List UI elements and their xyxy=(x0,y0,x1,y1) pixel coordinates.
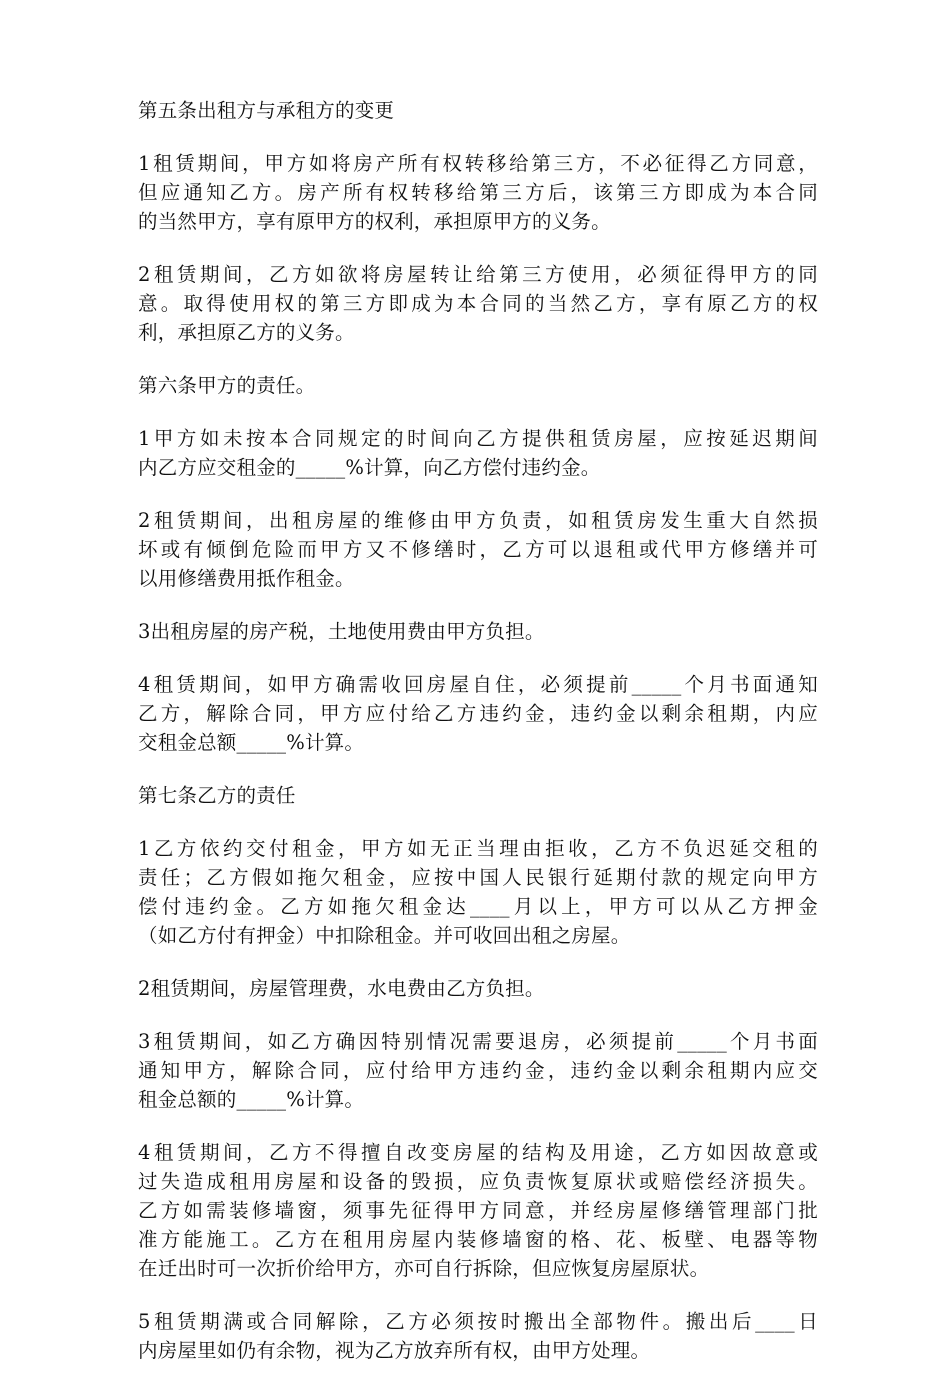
article-6-clause-3 xyxy=(138,617,818,646)
article-6-clause-1 xyxy=(138,424,818,482)
article-7-clause-2 xyxy=(138,974,818,1003)
text-line: 2租赁期间，房屋管理费，水电费由乙方负担。 xyxy=(138,977,545,1000)
text-line: 乙方，解除合同，甲方应付给乙方违约金，违约金以剩余租期，内应 xyxy=(138,702,818,725)
text-line: 责任；乙方假如拖欠租金，应按中国人民银行延期付款的规定向甲方 xyxy=(138,866,818,889)
text-line: 4租赁期间，乙方不得擅自改变房屋的结构及用途，乙方如因故意或 xyxy=(138,1141,818,1164)
text-line: 但应通知乙方。房产所有权转移给第三方后，该第三方即成为本合同 xyxy=(138,181,818,204)
text-line: 坏或有倾倒危险而甲方又不修缮时，乙方可以退租或代甲方修缮并可 xyxy=(138,538,818,561)
article-6-clause-2 xyxy=(138,506,818,593)
text-line: 偿付违约金。乙方如拖欠租金达____月以上，甲方可以从乙方押金 xyxy=(138,895,818,918)
text-line: 租金总额的_____%计算。 xyxy=(138,1088,365,1111)
text-line: 2租赁期间，出租房屋的维修由甲方负责，如租赁房发生重大自然损 xyxy=(138,509,818,532)
text-line: 1乙方依约交付租金，甲方如无正当理由拒收，乙方不负迟延交租的 xyxy=(138,837,818,860)
text-line: 3出租房屋的房产税，土地使用费由甲方负担。 xyxy=(138,620,545,643)
text-line: 4租赁期间，如甲方确需收回房屋自住，必须提前_____个月书面通知 xyxy=(138,673,818,696)
text-line: 第七条乙方的责任 xyxy=(138,784,296,807)
text-line: 在迁出时可一次折价给甲方，亦可自行拆除，但应恢复房屋原状。 xyxy=(138,1257,710,1280)
text-line: （如乙方付有押金）中扣除租金。并可收回出租之房屋。 xyxy=(138,924,631,947)
text-line: 过失造成租用房屋和设备的毁损，应负责恢复原状或赔偿经济损失。 xyxy=(138,1170,818,1193)
text-line: 通知甲方，解除合同，应付给甲方违约金，违约金以剩余租期内应交 xyxy=(138,1059,818,1082)
text-line: 准方能施工。乙方在租用房屋内装修墙窗的格、花、板壁、电器等物 xyxy=(138,1228,818,1251)
text-line: 以用修缮费用抵作租金。 xyxy=(138,567,355,590)
text-line: 1甲方如未按本合同规定的时间向乙方提供租赁房屋，应按延迟期间 xyxy=(138,427,818,450)
text-line: 3租赁期间，如乙方确因特别情况需要退房，必须提前_____个月书面 xyxy=(138,1030,818,1053)
text-line: 的当然甲方，享有原甲方的权利，承担原甲方的义务。 xyxy=(138,210,611,233)
article-6-heading xyxy=(138,371,818,400)
text-line: 5租赁期满或合同解除，乙方必须按时搬出全部物件。搬出后____日 xyxy=(138,1310,818,1333)
document-page xyxy=(138,96,818,1389)
article-7-heading xyxy=(138,781,818,810)
article-7-clause-5 xyxy=(138,1307,818,1365)
text-line: 内房屋里如仍有余物，视为乙方放弃所有权，由甲方处理。 xyxy=(138,1339,651,1362)
text-line: 内乙方应交租金的_____%计算，向乙方偿付违约金。 xyxy=(138,456,601,479)
text-line: 交租金总额_____%计算。 xyxy=(138,731,365,754)
text-line: 第五条出租方与承租方的变更 xyxy=(138,99,395,122)
article-7-clause-3 xyxy=(138,1027,818,1114)
article-5-clause-1 xyxy=(138,149,818,236)
article-6-clause-4 xyxy=(138,670,818,757)
text-line: 1租赁期间，甲方如将房产所有权转移给第三方，不必征得乙方同意， xyxy=(138,152,818,175)
text-line: 意。取得使用权的第三方即成为本合同的当然乙方，享有原乙方的权 xyxy=(138,292,818,315)
text-line: 2租赁期间，乙方如欲将房屋转让给第三方使用，必须征得甲方的同 xyxy=(138,263,818,286)
text-line: 乙方如需装修墙窗，须事先征得甲方同意，并经房屋修缮管理部门批 xyxy=(138,1199,818,1222)
article-7-clause-4 xyxy=(138,1138,818,1283)
article-5-heading xyxy=(138,96,818,125)
text-line: 第六条甲方的责任。 xyxy=(138,374,316,397)
article-5-clause-2 xyxy=(138,260,818,347)
text-line: 利，承担原乙方的义务。 xyxy=(138,321,355,344)
article-7-clause-1 xyxy=(138,834,818,950)
